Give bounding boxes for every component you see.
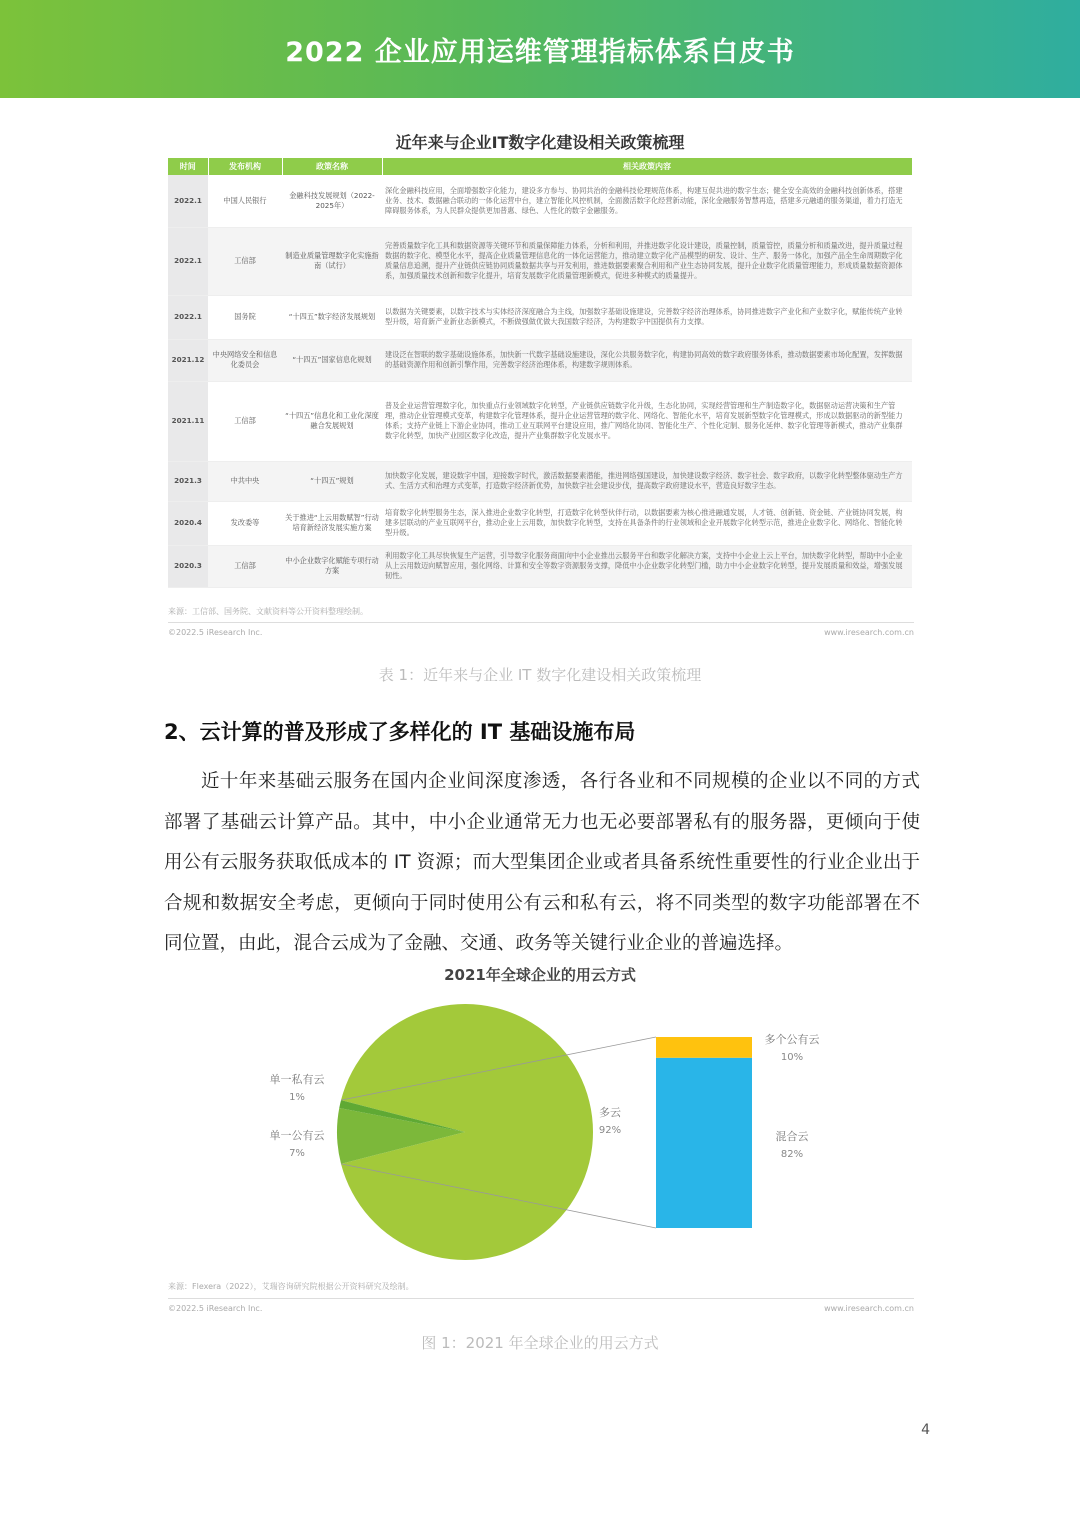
document-title: 2022 企业应用运维管理指标体系白皮书 bbox=[285, 37, 795, 68]
cell-date: 2021.3 bbox=[168, 461, 208, 501]
cell-date: 2022.1 bbox=[168, 295, 208, 339]
table-source-note: 来源：工信部、国务院、文献资料等公开资料整理绘制。 bbox=[168, 607, 368, 616]
cell-policy-name: “十四五”数字经济发展规划 bbox=[282, 295, 382, 339]
cell-org: 工信部 bbox=[208, 381, 282, 461]
slice-value-label: 7% bbox=[289, 1148, 305, 1159]
segment-value-label: 10% bbox=[780, 1052, 804, 1063]
chart-title: 2021年全球企业的用云方式 bbox=[444, 966, 636, 984]
table-copyright: ©2022.5 iResearch Inc. bbox=[168, 628, 263, 637]
divider bbox=[168, 1298, 914, 1299]
cell-content: 完善质量数字化工具和数据资源等关键环节和质量保障能力体系，分析和利用，并推进数字化设计建设，质量控制，质量管控，质量分析和质量改进，提升质量过程数据的数字化、模型化水平，提高企业质量管理信息化的一体化运营能力，推动建立数字化产品模型的研发、设计、生产、服务一体化，加强产品全生命周期数字化质量信息追溯，提升产业链供应链协同质量数据共享与开发利用，推进数据要素聚合利用和产业生态协同发展，提升企业数字化质量管理能力，形成质量数据资源体系，加强质量技术创新和数字化提升，培育发展数字化质量管理新模式，促进多种模式的质量提升。 bbox=[382, 227, 912, 295]
cell-date: 2021.12 bbox=[168, 339, 208, 381]
cell-content: 加快数字化发展，建设数字中国，迎接数字时代，激活数据要素潜能，推进网络强国建设，加快建设数字经济、数字社会、数字政府，以数字化转型整体驱动生产方式、生活方式和治理方式变革，打造数字经济新优势，加快数字社会建设步伐，提高数字政府建设水平，营造良好数字生态。 bbox=[382, 461, 912, 501]
segment-value-label: 82% bbox=[780, 1149, 804, 1160]
cell-policy-name: 关于推进“上云用数赋智”行动培育新经济发展实施方案 bbox=[282, 501, 382, 545]
cell-date: 2020.4 bbox=[168, 501, 208, 545]
cell-policy-name: “十四五”国家信息化规划 bbox=[282, 339, 382, 381]
cell-content: 利用数字化工具尽快恢复生产运营，引导数字化服务商面向中小企业推出云服务平台和数字化解决方案，支持中小企业上云上平台，加快数字化转型，帮助中小企业从上云用数迈向赋智应用，强化网络、计算和安全等数字资源服务支撑，降低中小企业数字化转型门槛，助力中小企业数字化转型，提升发展质量和效益，增强发展韧性。 bbox=[382, 545, 912, 587]
slice-value-label: 92% bbox=[598, 1125, 622, 1136]
chart-source-note: 来源：Flexera（2022），艾瑞咨询研究院根据公开资料研究及绘制。 bbox=[168, 1282, 414, 1291]
cell-content: 普及企业运营管理数字化，加快重点行业领域数字化转型，产业链供应链数字化升级，生态化协同，实现经营管理和生产制造数字化，数据驱动运营决策和生产管理，推动企业管理模式变革，构建数字化管理体系，提升企业运营管理的数字化、网络化、智能化水平，培育发展新型数字化管理模式，形成以数据驱动的新型能力体系；支持产业链上下游企业协同，推动工业互联网平台建设应用，推广网络化协同、智能化生产、个性化定制、服务化延伸、数字化管理等新模式，推动产业集群数字化转型，加快产业园区数字化改造，提升产业集群数字化发展水平。 bbox=[382, 381, 912, 461]
cell-org: 工信部 bbox=[208, 227, 282, 295]
slice-label: 多云 bbox=[599, 1106, 621, 1119]
column-header: 发布机构 bbox=[208, 158, 282, 175]
cell-org: 中央网络安全和信息化委员会 bbox=[208, 339, 282, 381]
cell-content: 培育数字化转型服务生态，深入推进企业数字化转型，打造数字化转型伙伴行动，以数据要素为核心推进融通发展，人才链、创新链、资金链、产业链协同发展，构建多层联动的产业互联网平台，推动企业上云用数，加快数字化转型，支持在具备条件的行业领域和企业开展数字化转型示范，推进企业数字化、网络化、智能化转型升级。 bbox=[382, 501, 912, 545]
cell-org: 国务院 bbox=[208, 295, 282, 339]
column-header: 时间 bbox=[168, 158, 208, 175]
cell-content: 以数据为关键要素，以数字技术与实体经济深度融合为主线，加强数字基础设施建设，完善数字经济治理体系，协同推进数字产业化和产业数字化，赋能传统产业转型升级，培育新产业新业态新模式，不断做强做优做大我国数字经济，为构建数字中国提供有力支撑。 bbox=[382, 295, 912, 339]
cell-policy-name: “十四五”信息化和工业化深度融合发展规划 bbox=[282, 381, 382, 461]
table-website: www.iresearch.com.cn bbox=[824, 628, 914, 637]
table-caption: 表 1：近年来与企业 IT 数字化建设相关政策梳理 bbox=[378, 666, 702, 684]
cell-org: 中共中央 bbox=[208, 461, 282, 501]
slice-label: 单一私有云 bbox=[269, 1073, 325, 1086]
segment-label: 多个公有云 bbox=[764, 1033, 820, 1046]
cell-policy-name: 金融科技发展规划（2022-2025年） bbox=[282, 175, 382, 227]
cell-policy-name: 中小企业数字化赋能专项行动方案 bbox=[282, 545, 382, 587]
column-header: 政策名称 bbox=[282, 158, 382, 175]
segment-label: 混合云 bbox=[775, 1130, 809, 1143]
page-number: 4 bbox=[921, 1422, 930, 1438]
chart-copyright: ©2022.5 iResearch Inc. bbox=[168, 1304, 263, 1313]
cell-date: 2022.1 bbox=[168, 175, 208, 227]
cell-policy-name: “十四五”规划 bbox=[282, 461, 382, 501]
cell-org: 发改委等 bbox=[208, 501, 282, 545]
cell-date: 2022.1 bbox=[168, 227, 208, 295]
cell-org: 中国人民银行 bbox=[208, 175, 282, 227]
bar-segment bbox=[656, 1037, 752, 1058]
column-header: 相关政策内容 bbox=[382, 158, 912, 175]
cell-date: 2020.3 bbox=[168, 545, 208, 587]
table-title: 近年来与企业IT数字化建设相关政策梳理 bbox=[395, 133, 685, 152]
chart-caption: 图 1：2021 年全球企业的用云方式 bbox=[421, 1334, 659, 1352]
bar-segment bbox=[656, 1058, 752, 1228]
cell-content: 深化金融科技应用，全面增强数字化能力，建设多方参与、协同共治的金融科技伦理规范体系，构建互促共进的数字生态；健全安全高效的金融科技创新体系，搭建业务、技术、数据融合联动的一体化运营中台，建立智能化风控机制，全面激活数字化经营新动能，深化金融服务智慧再造，搭建多元融通的服务渠道，着力打造无障碍服务体系，为人民群众提供更加普惠、绿色、人性化的数字金融服务。 bbox=[382, 175, 912, 227]
section-heading: 2、云计算的普及形成了多样化的 IT 基础设施布局 bbox=[164, 720, 636, 744]
cell-policy-name: 制造业质量管理数字化实施指南（试行） bbox=[282, 227, 382, 295]
slice-label: 单一公有云 bbox=[269, 1129, 325, 1142]
cell-date: 2021.11 bbox=[168, 381, 208, 461]
chart-website: www.iresearch.com.cn bbox=[824, 1304, 914, 1313]
section-paragraph: 近十年来基础云服务在国内企业间深度渗透，各行各业和不同规模的企业以不同的方式部署了基础云计算产品。其中，中小企业通常无力也无必要部署私有的服务器，更倾向于使用公有云服务获取低成本的 IT 资源；而大型集团企业或者具备系统性重要性的行业企业出于合规和数据安全考虑，更倾向于同时使用公有云和私有云，将不同类型的数字功能部署在不同位置，由此，混合云成为了金融、交通、政务等关键行业企业的普遍选择。 bbox=[164, 771, 920, 954]
cell-org: 工信部 bbox=[208, 545, 282, 587]
slice-value-label: 1% bbox=[289, 1092, 305, 1103]
cell-content: 建设泛在智联的数字基础设施体系，加快新一代数字基础设施建设，深化公共服务数字化，构建协同高效的数字政府服务体系，推动数据要素市场化配置，发挥数据的基础资源作用和创新引擎作用，完善数字经济治理体系，构建数字规则体系。 bbox=[382, 339, 912, 381]
